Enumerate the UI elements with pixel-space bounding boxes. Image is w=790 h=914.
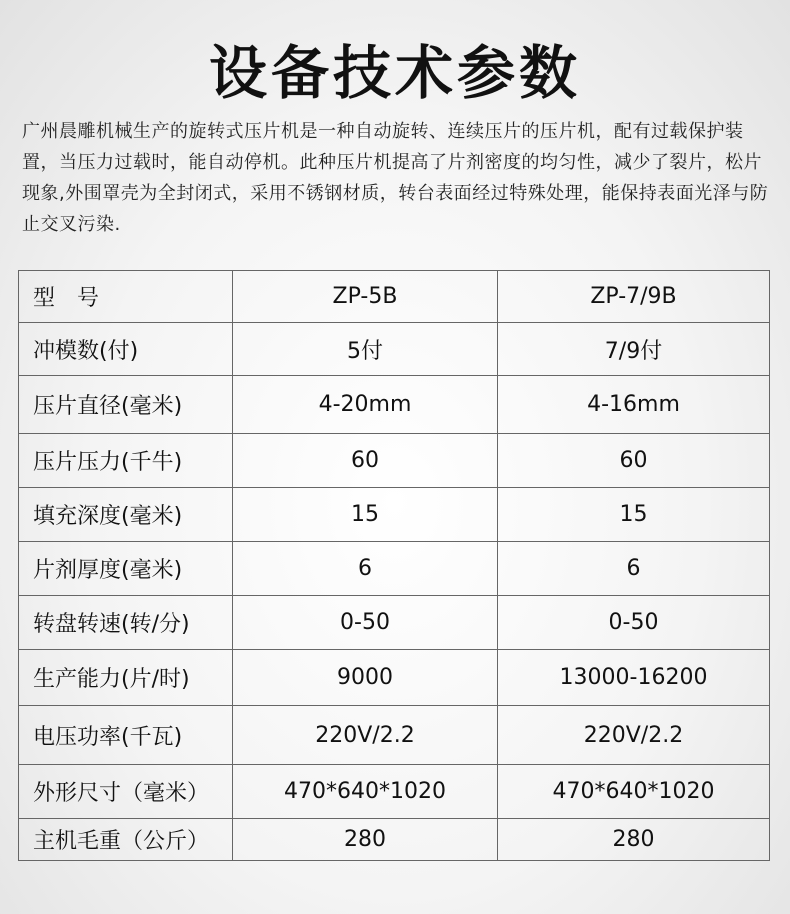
zp79b-value: 470*640*1020 [498,765,770,819]
table-row [19,765,770,819]
zp5b-value: 9000 [233,650,498,706]
zp79b-value: ZP-7/9B [498,271,770,323]
zp79b-value: 6 [498,542,770,596]
row-label: 生产能力(片/时) [19,650,233,706]
zp5b-value: 6 [233,542,498,596]
row-label: 冲模数(付) [19,323,233,376]
row-label: 压片直径(毫米) [19,376,233,434]
table-row [19,650,770,706]
zp79b-value: 4-16mm [498,376,770,434]
row-label: 主机毛重（公斤） [19,819,233,861]
table-row [19,596,770,650]
zp5b-value: 4-20mm [233,376,498,434]
row-label: 压片压力(千牛) [19,434,233,488]
table-row [19,542,770,596]
row-label: 电压功率(千瓦) [19,706,233,765]
table-row [19,434,770,488]
zp79b-value: 280 [498,819,770,861]
zp5b-value: 220V/2.2 [233,706,498,765]
table-row [19,271,770,323]
table-row [19,488,770,542]
table-row [19,706,770,765]
table-row [19,376,770,434]
zp79b-value: 15 [498,488,770,542]
table-row [19,323,770,376]
zp5b-value: ZP-5B [233,271,498,323]
row-label: 外形尺寸（毫米） [19,765,233,819]
zp5b-value: 0-50 [233,596,498,650]
zp79b-value: 7/9付 [498,323,770,376]
intro-paragraph: 广州晨雕机械生产的旋转式压片机是一种自动旋转、连续压片的压片机，配有过载保护装置，当压力过载时，能自动停机。此种压片机提高了片剂密度的均匀性，减少了裂片，松片现象,外围罩壳为全封闭式，采用不锈钢材质，转台表面经过特殊处理，能保持表面光泽与防止交叉污染. [22,121,769,235]
row-label: 转盘转速(转/分) [19,596,233,650]
zp5b-value: 5付 [233,323,498,376]
row-label: 填充深度(毫米) [19,488,233,542]
spec-table [18,270,770,861]
zp5b-value: 15 [233,488,498,542]
zp79b-value: 0-50 [498,596,770,650]
zp5b-value: 470*640*1020 [233,765,498,819]
zp79b-value: 220V/2.2 [498,706,770,765]
zp5b-value: 280 [233,819,498,861]
page-title: 设备技术参数 [208,39,581,107]
row-label: 片剂厚度(毫米) [19,542,233,596]
zp5b-value: 60 [233,434,498,488]
zp79b-value: 60 [498,434,770,488]
row-label: 型 号 [19,271,233,323]
zp79b-value: 13000-16200 [498,650,770,706]
table-row [19,819,770,861]
